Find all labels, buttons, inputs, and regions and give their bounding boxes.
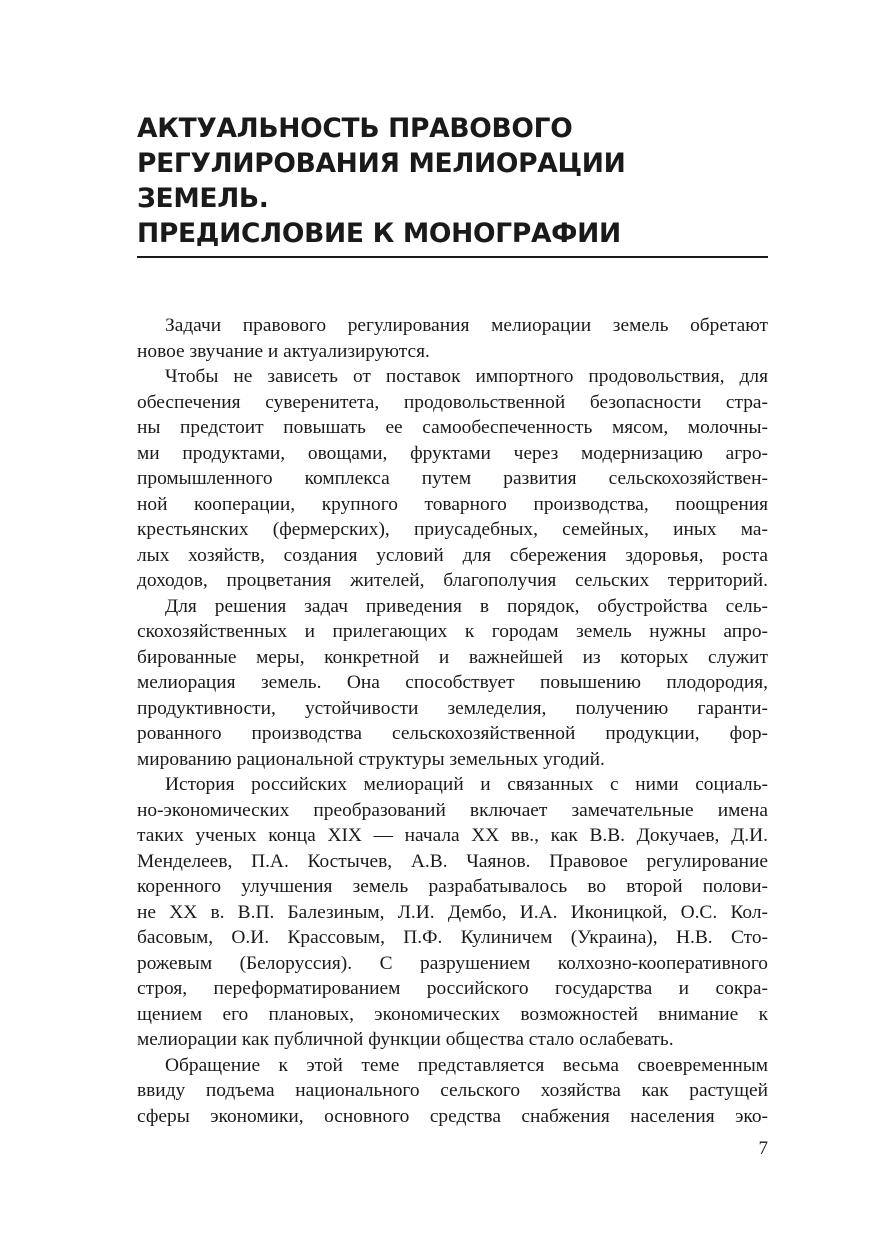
heading-line: РЕГУЛИРОВАНИЯ МЕЛИОРАЦИИ (137, 148, 626, 179)
text-line: продуктивности, устойчивости земледелия, получению гаранти- (137, 697, 768, 719)
text-line: ной кооперации, крупного товарного производства, поощрения (137, 493, 768, 515)
chapter-heading (137, 111, 777, 251)
text-line: щением его плановых, экономических возможностей внимание к (137, 1003, 768, 1025)
text-line: мелиорации как публичной функции общества стало ослабевать. (137, 1029, 674, 1050)
heading-divider (137, 256, 768, 258)
text-line: строя, переформатированием российского государства и сокра- (137, 978, 768, 999)
text-line: крестьянских (фермерских), приусадебных, семейных, иных ма- (137, 519, 768, 540)
body-text (137, 313, 768, 1129)
text-line: Менделеев, П.А. Костычев, А.В. Чаянов. Правовое регулирование (137, 850, 768, 872)
text-line: ми продуктами, овощами, фруктами через модернизацию агро- (137, 442, 768, 464)
text-line: сферы экономики, основного средства снабжения населения эко- (137, 1105, 768, 1127)
heading-line: АКТУАЛЬНОСТЬ ПРАВОВОГО (137, 113, 573, 144)
text-line: ввиду подъема национального сельского хозяйства как растущей (137, 1080, 768, 1101)
text-line: обеспечения суверенитета, продовольственной безопасности стра- (137, 391, 768, 413)
paragraph-3 (137, 594, 768, 773)
text-line: доходов, процветания жителей, благополучия сельских территорий. (137, 570, 768, 591)
paragraph-5 (137, 1053, 768, 1130)
text-line: мелиорация земель. Она способствует повышению плодородия, (137, 672, 768, 693)
text-line: новое звучание и актуализируются. (137, 340, 430, 362)
paragraph-1 (137, 313, 768, 364)
page-number: 7 (758, 1138, 768, 1159)
heading-line: ЗЕМЕЛЬ. (137, 183, 269, 214)
text-line: лых хозяйств, создания условий для сбережения здоровья, роста (137, 544, 768, 566)
text-line: Для решения задач приведения в порядок, обустройства сель- (165, 595, 768, 617)
text-line: рованного производства сельскохозяйственной продукции, фор- (137, 723, 768, 744)
text-line: басовым, О.И. Крассовым, П.Ф. Кулиничем (Украина), Н.В. Сто- (137, 927, 768, 948)
text-line: бированные меры, конкретной и важнейшей из которых служит (137, 646, 768, 668)
text-line: Чтобы не зависеть от поставок импортного продовольствия, для (165, 366, 768, 387)
text-line: мированию рациональной структуры земельных угодий. (137, 748, 605, 770)
text-line: рожевым (Белоруссия). С разрушением колхозно-кооперативного (137, 952, 768, 974)
text-line: таких ученых конца XIX — начала XX вв., как В.В. Докучаев, Д.И. (137, 825, 768, 846)
paragraph-4 (137, 772, 768, 1053)
text-line: но-экономических преобразований включает замечательные имена (137, 799, 768, 821)
text-line: ны предстоит повышать ее самообеспеченность мясом, молочны- (137, 417, 768, 438)
text-line: История российских мелиораций и связанных с ними социаль- (165, 774, 768, 795)
text-line: Задачи правового регулирования мелиорации земель обретают (165, 315, 768, 336)
paragraph-2 (137, 364, 768, 594)
text-line: не XX в. В.П. Балезиным, Л.И. Дембо, И.А. Иконицкой, О.С. Кол- (137, 901, 768, 923)
heading-line: ПРЕДИСЛОВИЕ К МОНОГРАФИИ (137, 218, 621, 249)
text-line: скохозяйственных и прилегающих к городам земель нужны апро- (137, 621, 768, 642)
text-line: коренного улучшения земель разрабатывалось во второй полови- (137, 876, 768, 897)
text-line: Обращение к этой теме представляется весьма своевременным (165, 1054, 768, 1076)
text-line: промышленного комплекса путем развития сельскохозяйствен- (137, 468, 768, 489)
